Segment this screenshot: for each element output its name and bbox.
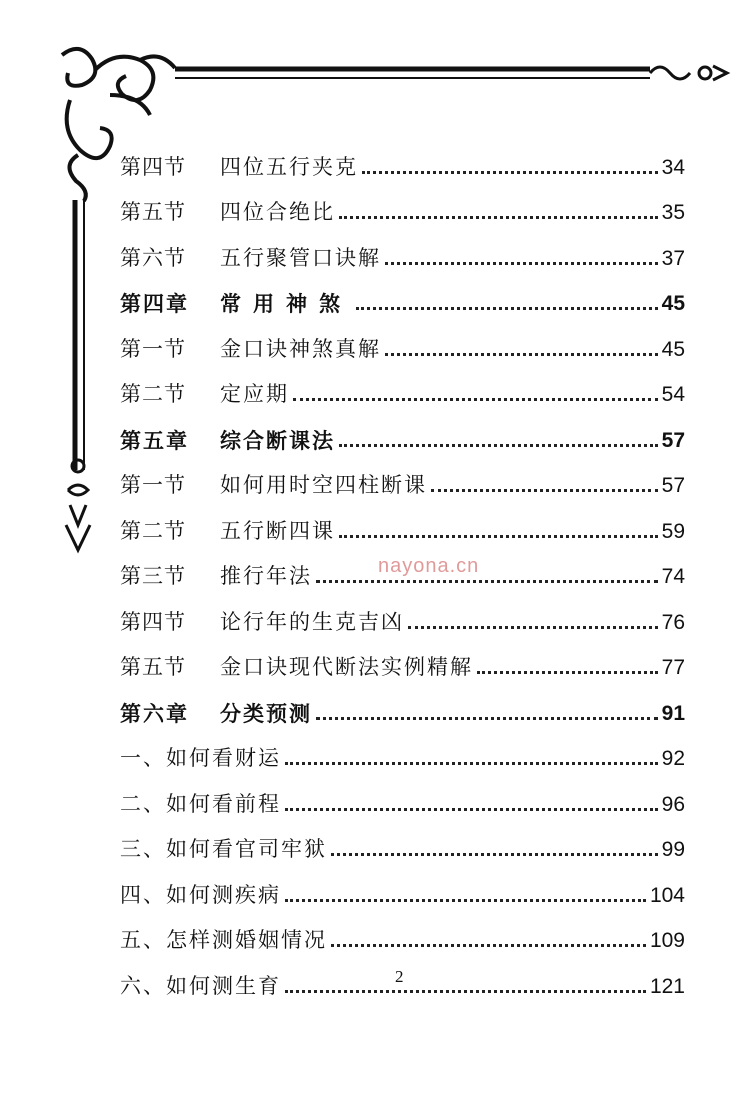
toc-page-number: 77 — [661, 656, 685, 679]
toc-section-label: 第一节 — [120, 336, 186, 361]
toc-page-number: 59 — [661, 519, 685, 543]
toc-item-entry — [120, 860, 685, 906]
dot-leader — [331, 853, 658, 856]
toc-page-number: 34 — [661, 155, 685, 179]
dot-leader — [316, 717, 658, 720]
toc-page-number: 45 — [661, 292, 685, 315]
dot-leader — [285, 808, 658, 811]
toc-chapter-entry — [120, 678, 685, 724]
toc-page-number: 96 — [661, 792, 685, 816]
toc-section-label: 第五节 — [120, 655, 186, 679]
toc-entry — [120, 633, 685, 679]
toc-page-number: 37 — [661, 246, 685, 270]
dot-leader — [331, 944, 646, 947]
dot-leader — [285, 762, 658, 765]
toc-title: 推行年法 — [220, 564, 312, 588]
toc-section-label: 第二节 — [120, 518, 186, 543]
toc-title: 三、如何看官司牢狱 — [120, 837, 327, 861]
toc-title: 四、如何测疾病 — [120, 882, 281, 907]
toc-section-label: 第一节 — [120, 473, 186, 497]
dot-leader — [385, 353, 658, 356]
toc-title: 金口诀现代断法实例精解 — [220, 655, 473, 679]
dot-leader — [316, 580, 658, 583]
toc-page-number: 91 — [661, 701, 685, 725]
toc-item-entry — [120, 906, 685, 952]
toc-item-entry — [120, 815, 685, 861]
toc-entry — [120, 496, 685, 542]
dot-leader — [339, 535, 658, 538]
toc-page-number: 54 — [661, 383, 685, 406]
toc-title: 金口诀神煞真解 — [220, 336, 381, 361]
toc-title: 综合断课法 — [220, 427, 335, 453]
dot-leader — [385, 262, 658, 265]
toc-page-number: 92 — [661, 747, 685, 770]
toc-page-number: 76 — [661, 610, 685, 634]
dot-leader — [293, 398, 658, 401]
toc-entry — [120, 314, 685, 360]
toc-entry — [120, 451, 685, 497]
toc-page-number: 35 — [661, 201, 685, 224]
toc-title: 四位合绝比 — [220, 200, 335, 224]
toc-item-entry — [120, 769, 685, 815]
dot-leader — [431, 489, 658, 492]
toc-entry — [120, 587, 685, 633]
toc-page-number: 109 — [649, 929, 685, 952]
toc-chapter-entry — [120, 269, 685, 315]
toc-page-number: 45 — [661, 337, 685, 361]
toc-item-entry — [120, 724, 685, 770]
toc-title: 五行聚管口诀解 — [220, 245, 381, 270]
dot-leader — [362, 171, 658, 174]
toc-entry — [120, 360, 685, 406]
toc-title: 如何用时空四柱断课 — [220, 473, 427, 497]
toc-page-number: 57 — [661, 474, 685, 497]
toc-page-number: 121 — [649, 974, 685, 998]
toc-title: 分类预测 — [220, 700, 312, 726]
toc-chapter-label: 第六章 — [120, 700, 189, 726]
page-number: 2 — [395, 967, 404, 986]
toc-section-label: 第五节 — [120, 200, 186, 224]
dot-leader — [477, 671, 658, 674]
toc-title: 常用神煞 — [220, 291, 352, 316]
toc-page-number: 104 — [649, 883, 685, 907]
dot-leader — [408, 626, 658, 629]
toc-page-number: 99 — [661, 838, 685, 861]
dot-leader — [285, 990, 646, 993]
dot-leader — [285, 899, 646, 902]
toc-chapter-label: 第四章 — [120, 291, 189, 316]
dot-leader — [339, 216, 658, 219]
toc-section-label: 第三节 — [120, 564, 186, 588]
watermark: nayona.cn — [378, 555, 480, 577]
toc-page-number: 57 — [661, 428, 685, 452]
toc-section-label: 第四节 — [120, 609, 186, 634]
toc-title: 二、如何看前程 — [120, 791, 281, 816]
toc-entry — [120, 132, 685, 178]
toc-chapter-entry — [120, 405, 685, 451]
dot-leader — [339, 444, 658, 447]
toc-section-label: 第二节 — [120, 382, 186, 406]
toc-section-label: 第六节 — [120, 245, 186, 270]
toc-entry — [120, 223, 685, 269]
toc-page-number: 74 — [661, 565, 685, 588]
toc-title: 论行年的生克吉凶 — [220, 609, 404, 634]
toc-title: 五行断四课 — [220, 518, 335, 543]
toc-chapter-label: 第五章 — [120, 427, 189, 453]
toc-entry — [120, 178, 685, 224]
toc-title: 四位五行夹克 — [220, 154, 358, 179]
toc-section-label: 第四节 — [120, 154, 186, 179]
dot-leader — [356, 307, 658, 310]
toc-title: 五、怎样测婚姻情况 — [120, 928, 327, 952]
toc-title: 六、如何测生育 — [120, 973, 281, 998]
toc-title: 一、如何看财运 — [120, 746, 281, 770]
toc-title: 定应期 — [220, 382, 289, 406]
